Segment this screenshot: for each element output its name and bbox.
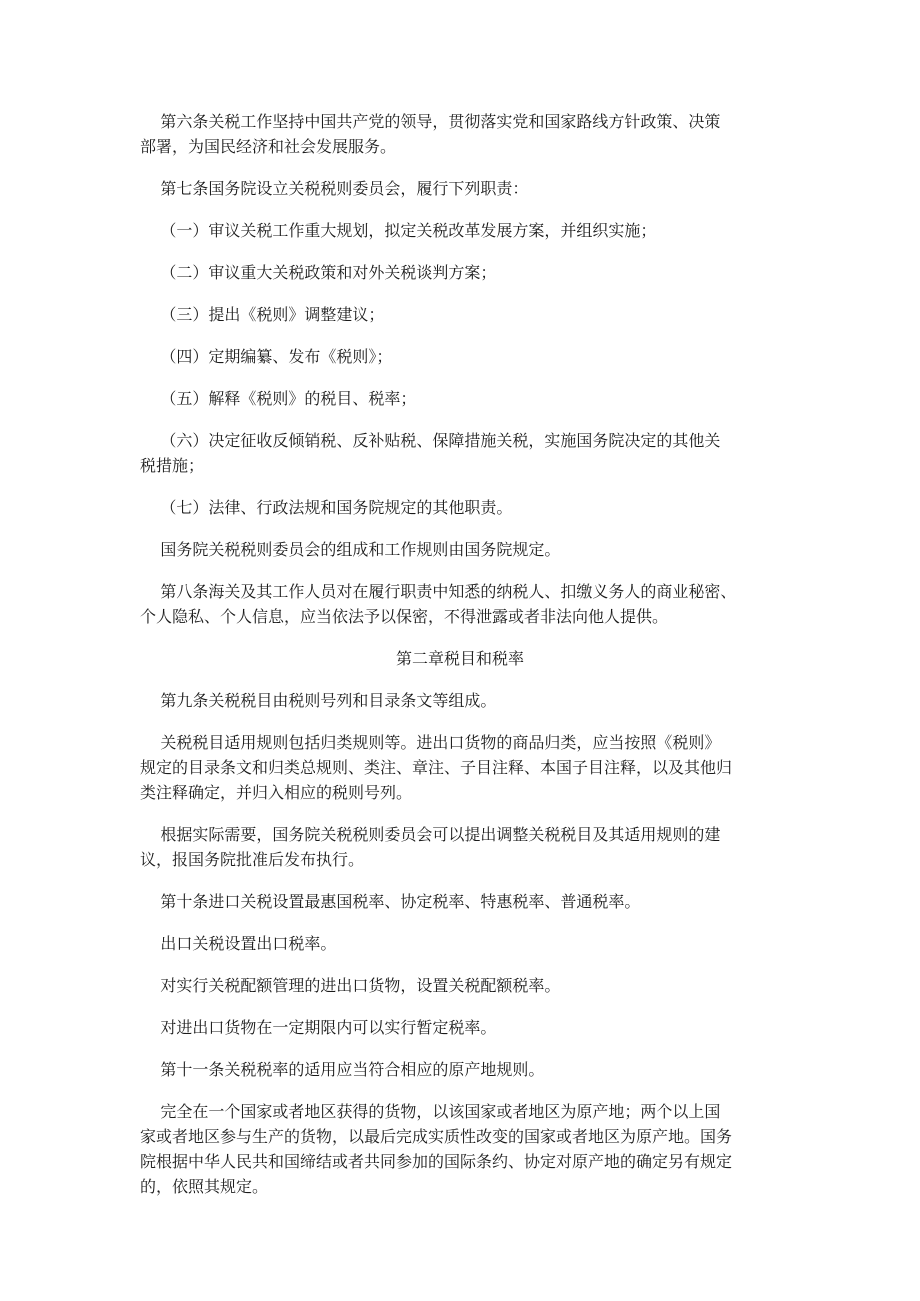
paragraph-duty-4: （四）定期编纂、发布《税则》； (140, 347, 393, 366)
paragraph-duty-1: （一）审议关税工作重大规划，拟定关税改革发展方案，并组织实施； (140, 221, 657, 240)
paragraph-article-8: 第八条海关及其工作人员对在履行职责中知悉的纳税人、扣缴义务人的商业秘密、 个人隐私、个人信息，应当依法予以保密，不得泄露或者非法向他人提供。 (140, 582, 737, 626)
paragraph-article-7: 第七条国务院设立关税税则委员会，履行下列职责： (140, 179, 529, 198)
paragraph-classification-rules: 关税税目适用规则包括归类规则等。进出口货物的商品归类，应当按照《税则》 规定的目录条文和归类总规则、类注、章注、子目注释、本国子目注释，以及其他归 类注释确定，并归入相应的税则号列。 (140, 733, 733, 802)
paragraph-adjustment: 根据实际需要，国务院关税税则委员会可以提出调整关税税目及其适用规则的建 议，报国务院批准后发布执行。 (140, 825, 721, 869)
paragraph-article-11: 第十一条关税税率的适用应当符合相应的原产地规则。 (140, 1060, 545, 1079)
paragraph-duty-2: （二）审议重大关税政策和对外关税谈判方案； (140, 263, 497, 282)
paragraph-export-rate: 出口关税设置出口税率。 (140, 934, 337, 953)
paragraph-provisional-rate: 对进出口货物在一定期限内可以实行暂定税率。 (140, 1018, 497, 1037)
paragraph-article-9: 第九条关税税目由税则号列和目录条文等组成。 (140, 691, 497, 710)
paragraph-article-6: 第六条关税工作坚持中国共产党的领导，贯彻落实党和国家路线方针政策、决策 部署，为国民经济和社会发展服务。 (140, 112, 721, 156)
paragraph-duty-6: （六）决定征收反倾销税、反补贴税、保障措施关税，实施国务院决定的其他关 税措施； (140, 431, 721, 475)
paragraph-duty-5: （五）解释《税则》的税目、税率； (140, 389, 417, 408)
chapter-heading: 第二章税目和税率 (395, 649, 524, 668)
paragraph-origin-rules: 完全在一个国家或者地区获得的货物，以该国家或者地区为原产地；两个以上国 家或者地区参与生产的货物，以最后完成实质性改变的国家或者地区为原产地。国务 院根据中华人民共和国缔结或者共同参加的国际条约、协定对原产地的确定另有规定 的，依照其规定。 (140, 1102, 733, 1196)
paragraph-quota-rate: 对实行关税配额管理的进出口货物，设置关税配额税率。 (140, 976, 561, 995)
paragraph-committee-rules: 国务院关税税则委员会的组成和工作规则由国务院规定。 (140, 540, 561, 559)
paragraph-article-10: 第十条进口关税设置最惠国税率、协定税率、特惠税率、普通税率。 (140, 892, 641, 911)
paragraph-duty-3: （三）提出《税则》调整建议； (140, 305, 385, 324)
paragraph-duty-7: （七）法律、行政法规和国务院规定的其他职责。 (140, 498, 513, 517)
